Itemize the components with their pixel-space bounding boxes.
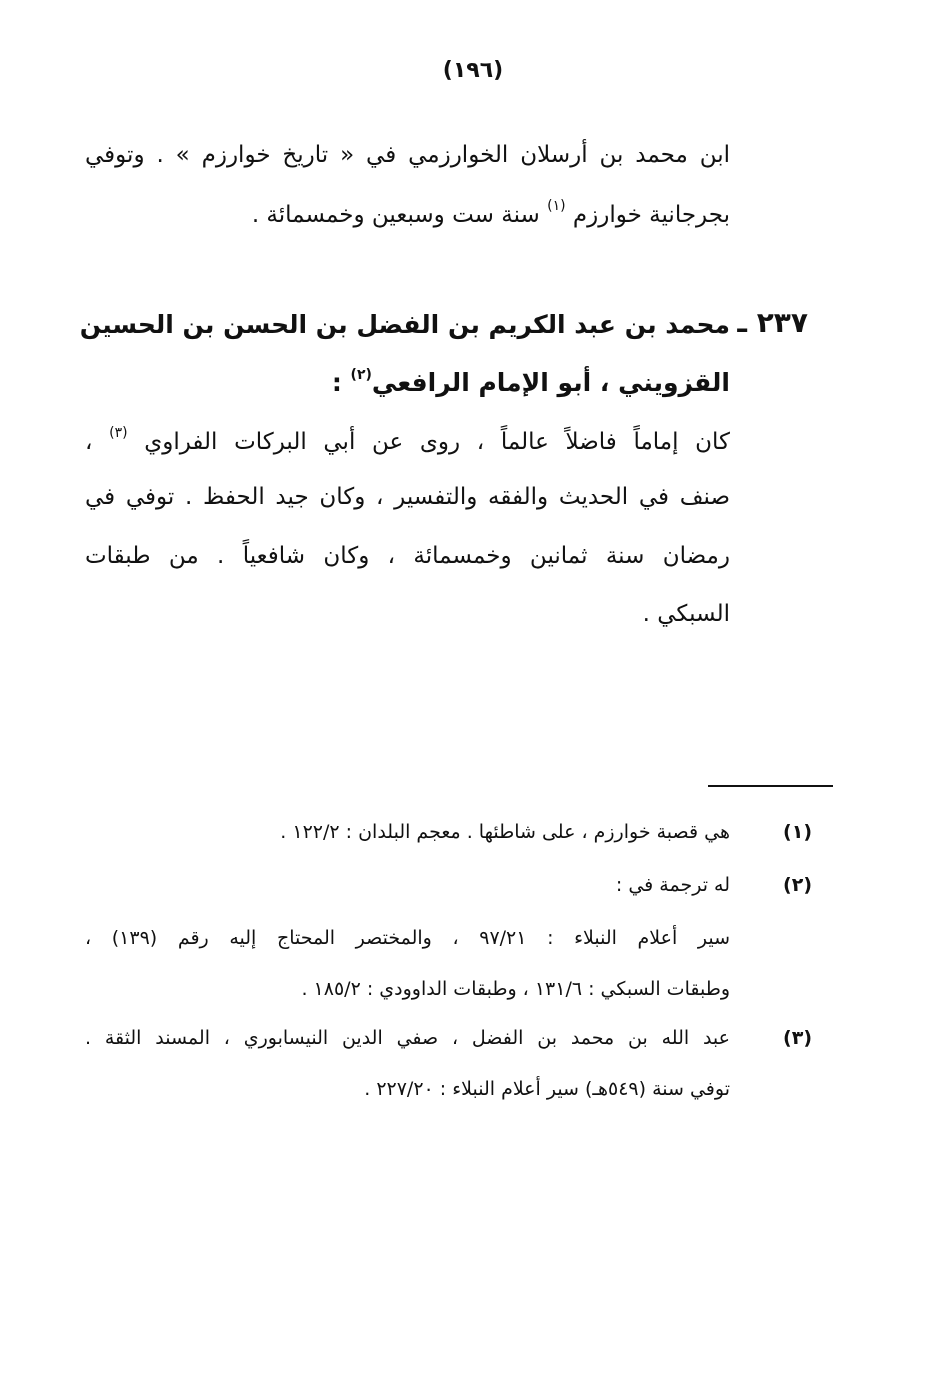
body-line-2 — [85, 198, 730, 228]
footnote-2-line-3: وطبقات السبكي : ١٣١/٦ ، وطبقات الداوودي : ١٨٥/٢ . — [301, 978, 730, 1000]
entry-heading-colon: : — [331, 368, 342, 397]
entry-heading-line-1: محمد بن عبد الكريم بن الفضل بن الحسن بن الحسين — [79, 310, 730, 339]
page-number: (١٩٦) — [442, 58, 504, 83]
body-line-2-tail: سنة ست وسبعين وخمسمائة . — [251, 202, 540, 228]
body-line-2-text: بجرجانية خوارزم — [572, 202, 730, 228]
entry-number: ٢٣٧ ـ — [737, 306, 808, 339]
footnote-3-line-1: عبد الله بن محمد بن الفضل ، صفي الدين النيسابوري ، المسند الثقة . — [85, 1027, 730, 1049]
footnote-2-line-1: له ترجمة في : — [615, 874, 730, 896]
entry-heading-text: القزويني ، أبو الإمام الرافعي — [371, 368, 730, 397]
footnote-2-number: (٢) — [783, 874, 812, 896]
footnote-ref-1: (١) — [547, 198, 566, 214]
entry-line-4: صنف في الحديث والفقه والتفسير ، وكان جيد الحفظ . توفي في — [85, 484, 730, 510]
footnote-2-line-2: سير أعلام النبلاء : ٩٧/٢١ ، والمختصر المحتاج إليه رقم (١٣٩) ، — [85, 927, 730, 949]
footnote-1-line-1: هي قصبة خوارزم ، على شاطئها . معجم البلدان : ١٢٢/٢ . — [280, 821, 730, 843]
entry-line-3 — [85, 425, 730, 455]
body-line-1: ابن محمد بن أرسلان الخوارزمي في « تاريخ خوارزم » . وتوفي — [85, 142, 730, 168]
entry-line-6: السبكي . — [642, 601, 730, 627]
footnote-ref-3: (٣) — [109, 425, 128, 441]
footnote-3-line-2: توفي سنة (٥٤٩هـ) سير أعلام النبلاء : ٢٢٧/٢٠ . — [364, 1078, 730, 1100]
footnote-ref-2: (٢) — [350, 367, 372, 383]
entry-line-3-tail: ، — [85, 429, 93, 455]
entry-line-3-text: كان إماماً فاضلاً عالماً ، روى عن أبي البركات الفراوي — [144, 429, 730, 455]
footnote-separator — [708, 785, 833, 787]
footnote-1-number: (١) — [783, 821, 812, 843]
footnote-3-number: (٣) — [783, 1027, 812, 1049]
entry-heading-line-2 — [85, 367, 730, 397]
entry-line-5: رمضان سنة ثمانين وخمسمائة ، وكان شافعياً . من طبقات — [85, 543, 730, 569]
